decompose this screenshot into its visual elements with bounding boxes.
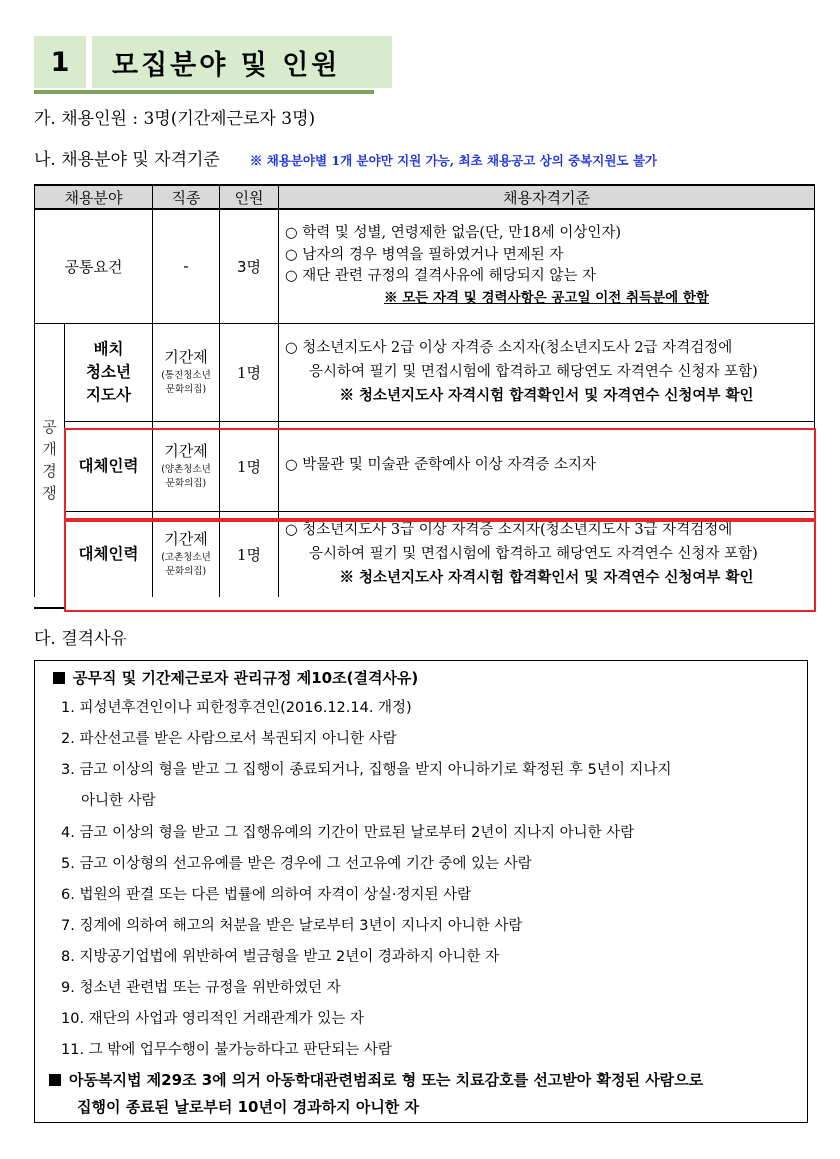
list-item: 11. 그 밖에 업무수행이 불가능하다고 판단되는 사람	[61, 1042, 392, 1058]
criteria-note: ※ 청소년지도사 자격시험 합격확인서 및 자격연수 신청여부 확인	[339, 387, 754, 404]
list-item-continuation: 아니한 사람	[81, 793, 156, 809]
row-count: 1명	[220, 421, 279, 511]
recruit-count-line: 가. 채용인원 : 3명(기간제근로자 3명)	[34, 109, 316, 129]
row-criteria: ○ 박물관 및 미술관 준학예사 이상 자격증 소지자	[279, 421, 815, 511]
list-item: 10. 재단의 사업과 영리적인 거래관계가 있는 자	[61, 1011, 364, 1027]
row-criteria: ○ 청소년지도사 2급 이상 자격증 소지자(청소년지도사 2급 자격검정에 응시하여 필기 및 면접시험에 합격하고 해당연도 자격연수 신청자 포함) ※ 청소년지도사 자격시험 합격확인서 및 자격연수 신청여부 확인	[279, 323, 815, 421]
duplicate-apply-note: ※ 채용분야별 1개 분야만 지원 가능, 최초 채용공고 상의 중복지원도 불가	[249, 153, 658, 168]
row-type: 기간제 (통진청소년 문화의집)	[153, 323, 220, 421]
header-count: 인원	[220, 185, 279, 209]
section-number: 1	[34, 36, 86, 88]
highlight-box-substitute-2	[64, 520, 816, 612]
criteria-line: ○ 재단 관련 규정의 결격사유에 해당되지 않는 자	[285, 268, 597, 285]
section-title: 모집분야 및 인원	[92, 36, 392, 88]
regulation-heading: 공무직 및 기간제근로자 관리규정 제10조(결격사유)	[53, 667, 418, 688]
disqualification-box	[34, 660, 808, 1123]
section-underline	[34, 90, 374, 94]
child-welfare-heading: 아동복지법 제29조 3에 의거 아동학대관련범죄로 형 또는 치료감호를 선고받아 확정된 사람으로	[49, 1069, 703, 1090]
row-field: 대체인력	[65, 511, 153, 597]
criteria-note: ※ 모든 자격 및 경력사항은 공고일 이전 취득분에 한함	[384, 289, 709, 306]
field-criteria-line	[34, 145, 657, 170]
table-row-common	[35, 209, 815, 323]
row-type: 기간제 (양촌청소년 문화의집)	[153, 421, 220, 511]
list-item: 8. 지방공기업법에 위반하여 벌금형을 받고 2년이 경과하지 아니한 자	[61, 949, 500, 965]
common-criteria	[279, 209, 815, 323]
header-criteria: 채용자격기준	[279, 185, 815, 209]
row-count: 1명	[220, 511, 279, 597]
table-row-youth-instructor	[35, 323, 815, 421]
criteria-note: ※ 청소년지도사 자격시험 합격확인서 및 자격연수 신청여부 확인	[339, 569, 754, 587]
list-item: 1. 피성년후견인이나 피한정후견인(2016.12.14. 개정)	[61, 700, 412, 716]
list-item: 6. 법원의 판결 또는 다른 법률에 의하여 자격이 상실·정지된 사람	[61, 887, 472, 903]
row-field: 배치 청소년 지도사	[65, 323, 153, 421]
highlight-box-substitute-1	[64, 428, 816, 520]
common-field: 공통요건	[35, 209, 153, 323]
field-criteria-heading: 나. 채용분야 및 자격기준	[34, 150, 220, 170]
list-item: 7. 징계에 의하여 해고의 처분을 받은 날로부터 3년이 지나지 아니한 사람	[61, 918, 523, 934]
list-item: 4. 금고 이상의 형을 받고 그 집행유예의 기간이 만료된 날로부터 2년이 지나지 아니한 사람	[61, 825, 635, 841]
row-criteria: ○ 청소년지도사 3급 이상 자격증 소지자(청소년지도사 3급 자격검정에 응시하여 필기 및 면접시험에 합격하고 해당연도 자격연수 신청자 포함) ※ 청소년지도사 자격시험 합격확인서 및 자격연수 신청여부 확인	[279, 511, 815, 597]
header-field: 채용분야	[35, 185, 153, 209]
black-square-icon	[53, 672, 65, 684]
header-type: 직종	[153, 185, 220, 209]
table-bottom-rule	[34, 607, 64, 609]
section-header	[34, 36, 392, 94]
list-item: 2. 파산선고를 받은 사람으로서 복권되지 아니한 사람	[61, 731, 397, 747]
child-welfare-continuation: 집행이 종료된 날로부터 10년이 경과하지 아니한 자	[77, 1098, 420, 1116]
row-field: 대체인력	[65, 421, 153, 511]
common-count: 3명	[220, 209, 279, 323]
common-type: -	[153, 209, 220, 323]
row-count: 1명	[220, 323, 279, 421]
row-type: 기간제 (고촌청소년 문화의집)	[153, 511, 220, 597]
table-header-row	[35, 185, 815, 209]
list-item: 9. 청소년 관련법 또는 규정을 위반하였던 자	[61, 980, 341, 996]
criteria-line: ○ 남자의 경우 병역을 필하였거나 면제된 자	[285, 246, 564, 263]
black-square-icon	[49, 1074, 61, 1086]
criteria-line: ○ 학력 및 성별, 연령제한 없음(단, 만18세 이상인자)	[285, 225, 622, 242]
disqualification-heading: 다. 결격사유	[34, 629, 127, 649]
open-competition-label: 공 개 경 쟁	[35, 323, 65, 597]
list-item: 3. 금고 이상의 형을 받고 그 집행이 종료되거나, 집행을 받지 아니하기로 확정된 후 5년이 지나지	[61, 762, 672, 778]
list-item: 5. 금고 이상형의 선고유예를 받은 경우에 그 선고유예 기간 중에 있는 사람	[61, 856, 532, 872]
